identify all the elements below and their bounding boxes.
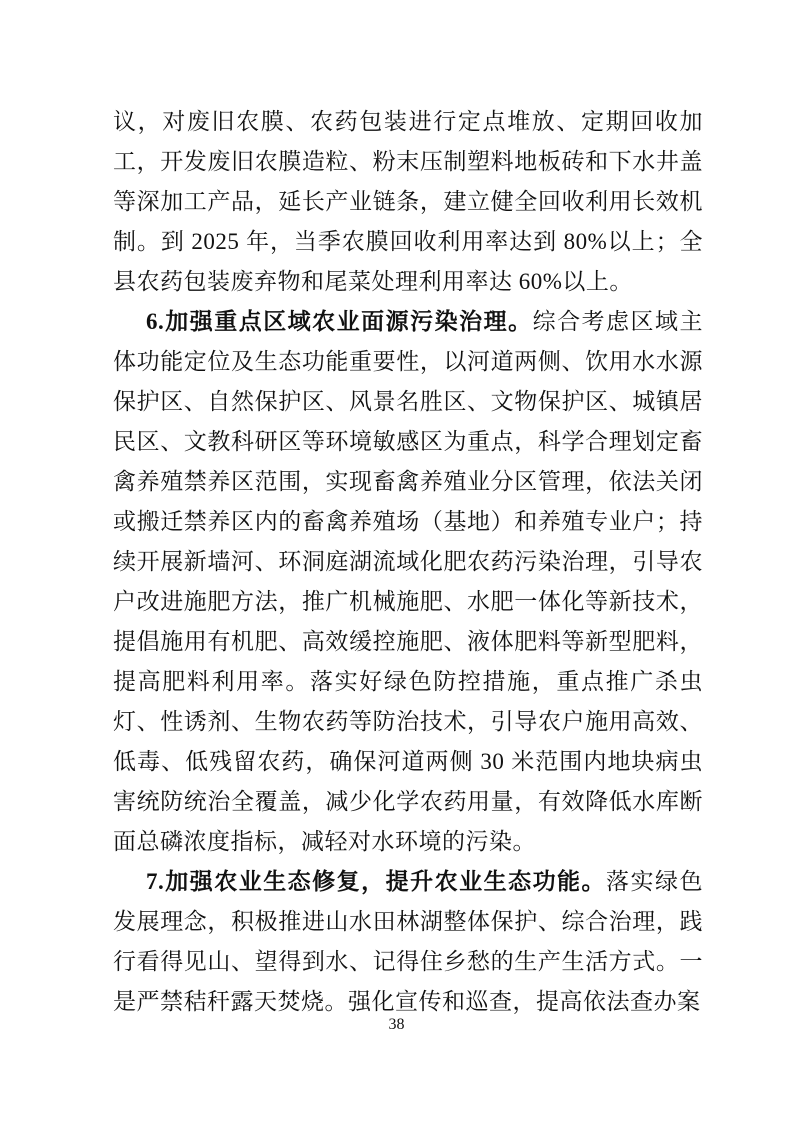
paragraph-section-7-text: 落实绿色发展理念，积极推进山水田林湖整体保护、综合治理，践行看得见山、望得到水、记得住乡愁的生产生活方式。一是严禁秸秆露天焚烧。强化宣传和巡查，提高依法查办案 [113,869,704,1014]
page-number: 38 [388,1016,405,1033]
paragraph-continuation-text: 议，对废旧农膜、农药包装进行定点堆放、定期回收加工，开发废旧农膜造粒、粉末压制塑料地板砖和下水井盖等深加工产品，延长产业链条，建立健全回收利用长效机制。到 2025 年，当季农膜回收利用率达到 80%以上；全县农药包装废弃物和尾菜处理利用率达 60%以上。 [113,109,703,294]
paragraph-section-6 [113,302,703,862]
document-body [113,102,703,1022]
paragraph-section-7 [113,862,703,1022]
paragraph-section-6-text: 综合考虑区域主体功能定位及生态功能重要性，以河道两侧、饮用水水源保护区、自然保护区、风景名胜区、文物保护区、城镇居民区、文教科研区等环境敏感区为重点，科学合理划定畜禽养殖禁养区范围，实现畜禽养殖业分区管理，依法关闭或搬迁禁养区内的畜禽养殖场（基地）和养殖专业户；持续开展新墙河、环洞庭湖流域化肥农药污染治理，引导农户改进施肥方法，推广机械施肥、水肥一体化等新技术，提倡施用有机肥、高效缓控施肥、液体肥料等新型肥料，提高肥料利用率。落实好绿色防控措施，重点推广杀虫灯、性诱剂、生物农药等防治技术，引导农户施用高效、低毒、低残留农药，确保河道两侧 30 米范围内地块病虫害统防统治全覆盖，减少化学农药用量，有效降低水库断面总磷浓度指标，减轻对水环境的污染。 [113,309,704,854]
paragraph-section-7-heading: 7.加强农业生态修复，提升农业生态功能。 [146,869,607,894]
paragraph-continuation [113,102,703,302]
paragraph-section-6-heading: 6.加强重点区域农业面源污染治理。 [146,309,533,334]
